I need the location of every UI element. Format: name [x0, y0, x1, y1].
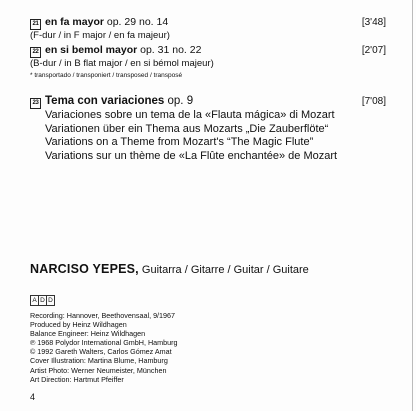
production-credits: [30, 311, 178, 384]
track-title-key: Tema con variaciones: [45, 95, 165, 107]
track-number: 23: [30, 98, 41, 109]
track-21: [30, 16, 386, 41]
credit-line: Recording: Hannover, Beethovensaal, 9/1967: [30, 311, 176, 320]
track-22: [30, 44, 386, 79]
credit-line: © 1992 Gareth Walters, Carlos Gómez Amat: [30, 347, 172, 357]
track-duration: [3'48]: [361, 17, 386, 28]
track-number: 22: [30, 47, 41, 58]
track-23: [30, 95, 386, 163]
credit-line: Cover Illustration: Martina Blume, Hamburg: [30, 356, 168, 366]
transposed-note: * transportado / transponiert / transposed / transposé: [30, 72, 183, 79]
badge-letter: D: [39, 296, 47, 305]
credit-line: Balance Engineer: Heinz Wildhagen: [30, 329, 146, 339]
track-title: [45, 16, 168, 28]
variation-title-fr: Variations sur un thème de «La Flûte enchantée» de Mozart: [45, 149, 338, 162]
track-number: 21: [30, 19, 41, 30]
page-edge: [412, 0, 413, 411]
performer-credit: [30, 262, 309, 276]
track-title-opus: op. 31 no. 22: [137, 44, 202, 56]
sparscode-badge: [30, 295, 55, 306]
performer-instrument: Guitarra / Gitarre / Guitar / Guitare: [138, 264, 309, 276]
track-title-key: en si bemol mayor: [45, 44, 138, 56]
track-duration: [2'07]: [361, 45, 386, 56]
variation-title-de: Variationen über ein Thema aus Mozarts „Die Zauberflöte“: [45, 122, 329, 135]
credit-line: Art Direction: Hartmut Pfeiffer: [30, 374, 124, 384]
credit-line: ℗ 1968 Polydor International GmbH, Hamburg: [30, 338, 178, 348]
credit-line: Artist Photo: Werner Neumeister, München: [30, 365, 167, 375]
track-duration: [7'08]: [361, 96, 386, 107]
track-title-opus: op. 29 no. 14: [103, 16, 169, 28]
track-title-opus: op. 9: [164, 95, 194, 107]
track-title: [45, 95, 193, 107]
credit-line: Produced by Heinz Wildhagen: [30, 320, 127, 330]
track-subtitle: (B-dur / in B flat major / en si bémol majeur): [30, 58, 214, 69]
variation-title-es: Variaciones sobre un tema de la «Flauta mágica» di Mozart: [45, 109, 335, 121]
variation-title-en: Variations on a Theme from Mozart's “The Magic Flute”: [45, 136, 314, 148]
track-subtitle: (F-dur / in F major / en fa majeur): [30, 30, 170, 41]
track-title: [45, 44, 201, 56]
page-number: 4: [30, 392, 36, 402]
performer-name: NARCISO YEPES,: [30, 262, 139, 276]
track-title-key: en fa mayor: [45, 16, 104, 28]
badge-letter: A: [31, 296, 39, 305]
badge-letter: D: [48, 297, 53, 304]
